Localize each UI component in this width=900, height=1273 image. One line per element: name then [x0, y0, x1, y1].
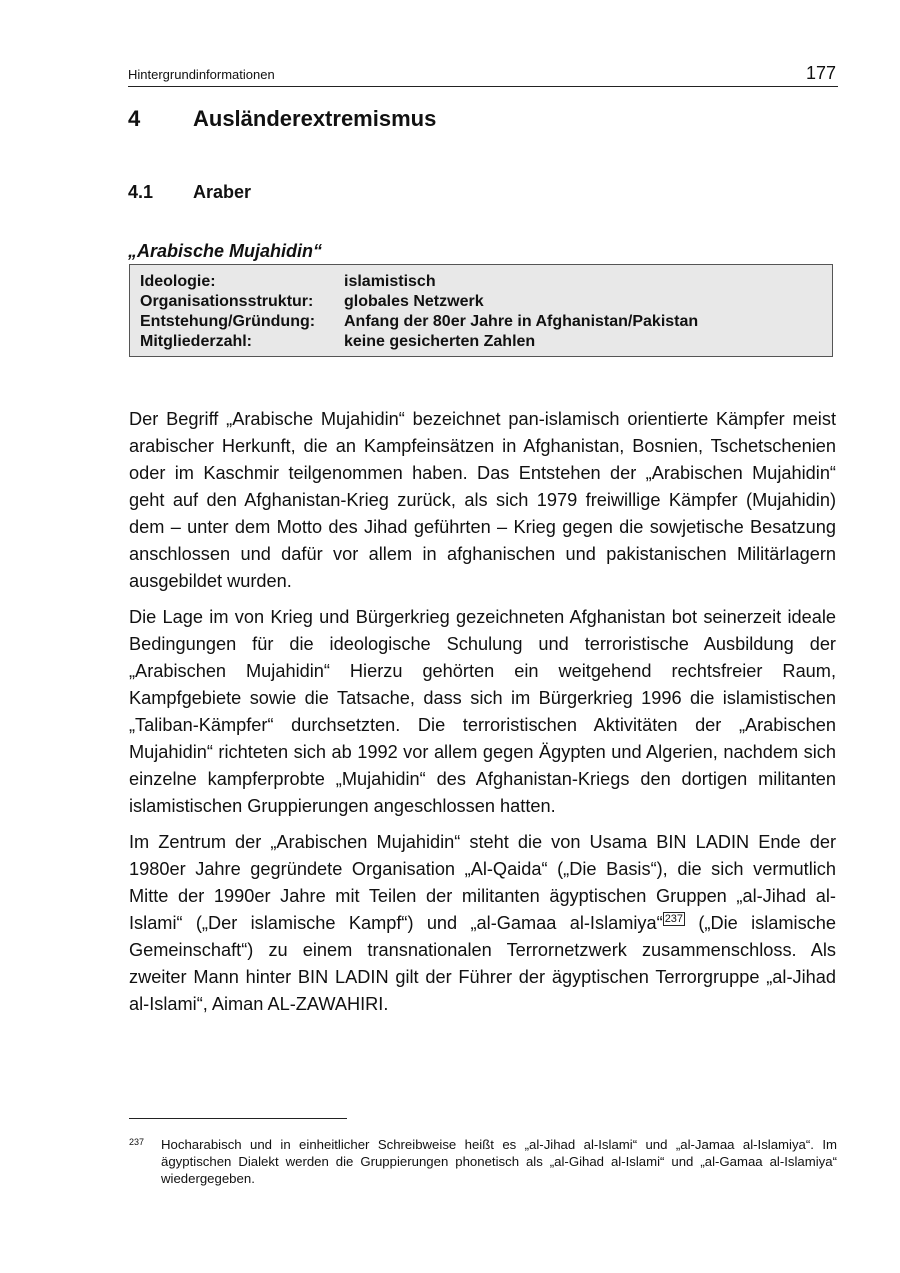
organization-name: „Arabische Mujahidin“ — [128, 241, 323, 261]
footnote-divider — [129, 1118, 347, 1119]
fact-row-members — [140, 332, 822, 352]
running-header: Hintergrundinformationen — [128, 67, 275, 82]
chapter-heading — [128, 106, 436, 132]
fact-value: Anfang der 80er Jahre in Afghanistan/Pakistan — [344, 313, 699, 330]
fact-label: Entstehung/Gründung: — [140, 313, 316, 330]
fact-label: Ideologie: — [140, 273, 216, 290]
organization-fact-box — [129, 264, 833, 357]
footnote-reference[interactable]: 237 — [664, 912, 684, 925]
paragraph: Die Lage im von Krieg und Bürgerkrieg gezeichneten Afghanistan bot seinerzeit ideale Bedingungen für die ideologische Schulung und terroristische Ausbildung der „Arabischen Mujahidin“ Hierzu gehörten ein weitgehend rechtsfreier Raum, Kampfgebiete sowie die Tatsache, dass sich im Bürgerkrieg 1996 die islamistischen „Taliban-Kämpfer“ durchsetzten. Die terroristischen Aktivitäten der „Arabischen Mujahidin“ richteten sich ab 1992 vor allem gegen Ägypten und Algerien, nachdem sich einzelne kampferprobte „Mujahidin“ des Afghanistan-Kriegs den dortigen militanten islamistischen Gruppierungen angeschlossen hatten. — [129, 607, 836, 816]
fact-value: islamistisch — [344, 273, 436, 290]
page-header — [128, 62, 838, 87]
paragraph-text: („Die islamische Gemeinschaft“) zu einem transnationalen Terrornetzwerk zusammenschloss. Als zweiter Mann hinter BIN LADIN gilt der Führer der ägyptischen Terrorgruppe „al-Jihad al-Islami“, Aiman AL-ZAWAHIRI. — [129, 913, 836, 1014]
paragraph — [129, 829, 836, 1018]
page-number: 177 — [805, 63, 836, 83]
fact-value: globales Netzwerk — [344, 293, 484, 310]
paragraph-text: Im Zentrum der „Arabischen Mujahidin“ steht die von Usama BIN LADIN Ende der 1980er Jahre gegründete Organisation „Al-Qaida“ („Die Basis“), die sich vermutlich Mitte der 1990er Jahre mit Teilen der militanten ägyptischen Gruppen „al-Jihad al-Islami“ („Der islamische Kampf“) und „al-Gamaa al-Islamiya“ — [129, 832, 836, 933]
section-title: Araber — [193, 182, 252, 202]
section-number: 4.1 — [128, 182, 154, 202]
chapter-number: 4 — [128, 106, 141, 131]
paragraph: Der Begriff „Arabische Mujahidin“ bezeichnet pan-islamisch orientierte Kämpfer meist arabischer Herkunft, die an Kampfeinsätzen in Afghanistan, Bosnien, Tschetschenien oder im Kaschmir teilgenommen haben. Das Entstehen der „Arabischen Mujahidin“ geht auf den Afghanistan-Krieg zurück, als sich 1979 freiwillige Kämpfer (Mujahidin) dem – unter dem Motto des Jihad geführten – Krieg gegen die sowjetische Besatzung anschlossen und dafür vor allem in afghanischen und pakistanischen Militärlagern ausgebildet wurden. — [129, 409, 836, 591]
chapter-title: Ausländerextremismus — [193, 106, 437, 131]
footnote-text: Hocharabisch und in einheitlicher Schreibweise heißt es „al-Jihad al-Islami“ und „al-Jamaa al-Islamiya“. Im ägyptischen Dialekt werden die Gruppierungen phonetisch als „al-Gihad al-Islami“ und „al-Gamaa al-Islamiya“ wiedergegeben. — [161, 1137, 837, 1186]
fact-row-ideology — [140, 272, 822, 292]
footnote — [129, 1136, 837, 1187]
fact-label: Mitgliederzahl: — [140, 333, 253, 350]
body-text — [129, 406, 836, 1027]
fact-value: keine gesicherten Zahlen — [344, 333, 536, 350]
footnote-number: 237 — [129, 1137, 145, 1147]
fact-row-founding — [140, 312, 822, 332]
fact-row-structure — [140, 292, 822, 312]
section-heading — [128, 182, 251, 203]
fact-label: Organisationsstruktur: — [140, 293, 314, 310]
